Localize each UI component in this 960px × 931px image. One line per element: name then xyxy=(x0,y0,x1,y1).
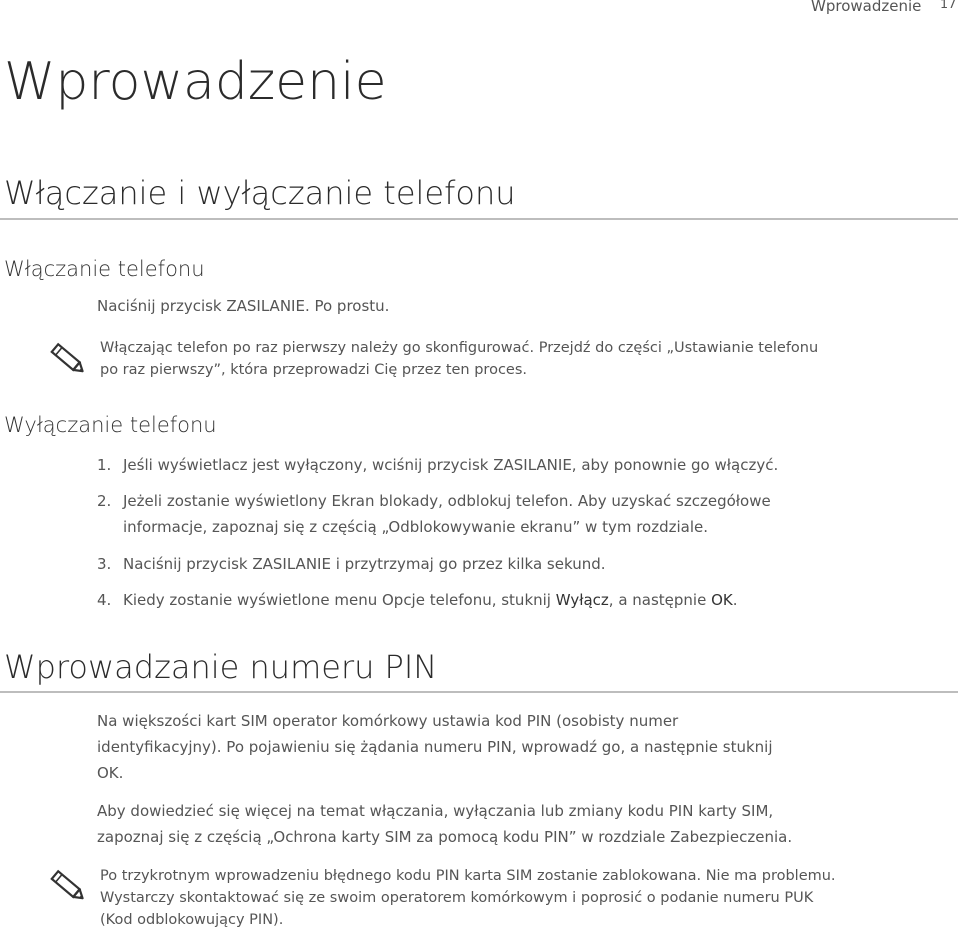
note-line: po raz pierwszy”, która przeprowadzi Cię przez ten proces. xyxy=(100,362,528,378)
step-text-part: . xyxy=(732,591,738,609)
step-text: informacje, zapoznaj się z częścią „Odblokowywanie ekranu” w tym rozdziale. xyxy=(123,518,709,536)
paragraph-line: identyfikacyjny). Po pojawieniu się żądania numeru PIN, wprowadź go, a następnie stuknij xyxy=(97,738,773,756)
section-heading-pin: Wprowadzanie numeru PIN xyxy=(4,648,438,686)
ui-term-power-off: Wyłącz xyxy=(555,591,609,609)
step-text: Naciśnij przycisk ZASILANIE i przytrzymaj go przez kilka sekund. xyxy=(123,555,606,573)
section-divider xyxy=(0,218,958,220)
pencil-note-icon xyxy=(47,339,89,379)
section-heading-power: Włączanie i wyłączanie telefonu xyxy=(4,174,516,212)
note-line: Po trzykrotnym wprowadzeniu błędnego kodu PIN karta SIM zostanie zablokowana. Nie ma problemu. xyxy=(100,868,836,884)
note-line: Wystarczy skontaktować się ze swoim operatorem komórkowym i poprosić o podanie numeru PUK xyxy=(100,890,814,906)
paragraph-line: Na większości kart SIM operator komórkowy ustawia kod PIN (osobisty numer xyxy=(97,712,679,730)
paragraph-line: zapoznaj się z częścią „Ochrona karty SIM za pomocą kodu PIN” w rozdziale Zabezpieczenia. xyxy=(97,828,793,846)
step-text: Jeśli wyświetlacz jest wyłączony, wciśnij przycisk ZASILANIE, aby ponownie go włączyć. xyxy=(123,456,779,474)
ui-term-ok: OK xyxy=(711,591,733,609)
step-number: 2. xyxy=(97,492,112,510)
running-header-section: Wprowadzenie xyxy=(811,0,922,15)
pencil-note-icon xyxy=(47,866,89,906)
paragraph-line: Aby dowiedzieć się więcej na temat włączania, wyłączania lub zmiany kodu PIN karty SIM, xyxy=(97,802,774,820)
subheading-power-on: Włączanie telefonu xyxy=(4,257,205,281)
step-text: Jeżeli zostanie wyświetlony Ekran blokady, odblokuj telefon. Aby uzyskać szczegółowe xyxy=(123,492,771,510)
step-number: 4. xyxy=(97,591,112,609)
step-text-part: , a następnie xyxy=(608,591,712,609)
step-text xyxy=(123,591,738,609)
subheading-power-off: Wyłączanie telefonu xyxy=(4,413,217,437)
step-number: 1. xyxy=(97,456,112,474)
power-on-text: Naciśnij przycisk ZASILANIE. Po prostu. xyxy=(97,297,390,315)
note-line: Włączając telefon po raz pierwszy należy go skonfigurować. Przejdź do części „Ustawianie telefonu xyxy=(100,340,819,356)
note-line: (Kod odblokowujący PIN). xyxy=(100,912,284,928)
paragraph-line: OK. xyxy=(97,764,124,782)
step-number: 3. xyxy=(97,555,112,573)
section-divider xyxy=(0,691,958,693)
step-text-part: Kiedy zostanie wyświetlone menu Opcje telefonu, stuknij xyxy=(123,591,556,609)
page-title: Wprowadzenie xyxy=(4,52,387,112)
page-number: 17 xyxy=(940,0,957,12)
